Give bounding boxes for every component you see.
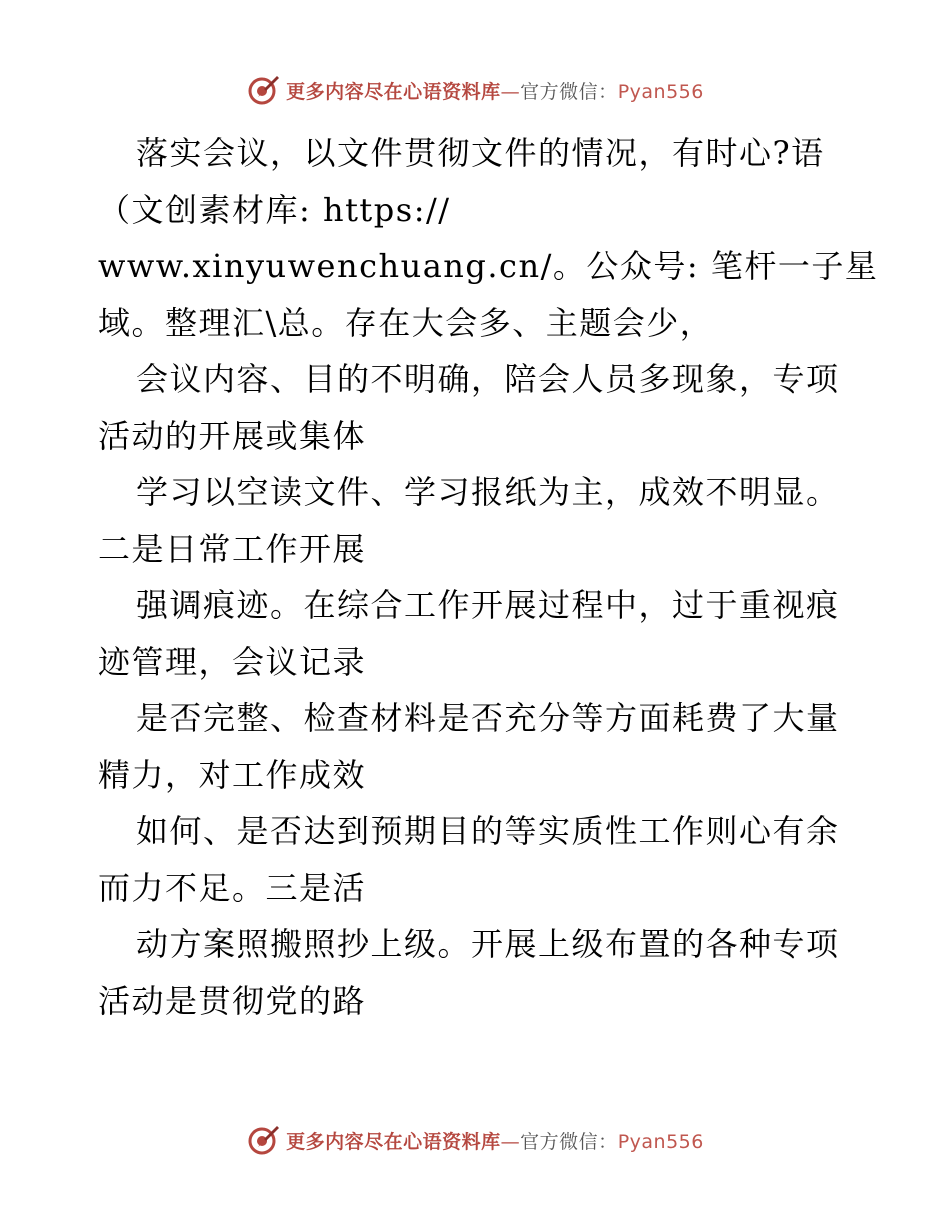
footer-wechat-label: 官方微信： [520, 1130, 618, 1153]
doc-line-10: 迹管理，会议记录 [98, 642, 367, 681]
doc-line-12: 精力，对工作成效 [98, 755, 367, 794]
doc-line-13: 如何、是否达到预期目的等实质性工作则心有余 [136, 812, 840, 850]
header-wechat-label: 官方微信： [520, 80, 618, 103]
header-text [286, 77, 704, 104]
doc-line-5: 会议内容、目的不明确，陪会人员多现象，专项 [136, 360, 840, 398]
header-brand: 更多内容尽在心语资料库 [286, 80, 501, 103]
doc-line-9: 强调痕迹。在综合工作开展过程中，过于重视痕 [136, 586, 840, 624]
doc-line-11: 是否完整、检查材料是否充分等方面耗费了大量 [136, 699, 840, 737]
footer-brand: 更多内容尽在心语资料库 [286, 1130, 501, 1153]
quill-pen-seal-icon [246, 1123, 280, 1157]
doc-line-7: 学习以空读文件、学习报纸为主，成效不明显。 [136, 473, 840, 511]
doc-line-15: 动方案照搬照抄上级。开展上级布置的各种专项 [136, 925, 840, 963]
doc-line-4: 域。整理汇\总。存在大会多、主题会少， [98, 303, 714, 342]
document-body [98, 125, 879, 1029]
footer-text [286, 1127, 704, 1154]
doc-line-8: 二是日常工作开展 [98, 529, 367, 568]
doc-line-14: 而力不足。三是活 [98, 868, 367, 907]
doc-line-2: （文创素材库: https:// [98, 190, 451, 229]
header-wechat-id: Pyan556 [617, 80, 704, 103]
doc-line-16: 活动是贯彻党的路 [98, 981, 367, 1020]
footer-banner [0, 1120, 950, 1160]
header-banner [0, 70, 950, 110]
header-separator: — [500, 80, 521, 103]
quill-pen-seal-icon [246, 73, 280, 107]
footer-wechat-id: Pyan556 [617, 1130, 704, 1153]
doc-line-1: 落实会议，以文件贯彻文件的情况，有时心?语 [136, 134, 825, 172]
footer-separator: — [500, 1130, 521, 1153]
doc-line-6: 活动的开展或集体 [98, 416, 367, 455]
doc-line-3: www.xinyuwenchuang.cn/。公众号: 笔杆一子星 [98, 247, 879, 285]
